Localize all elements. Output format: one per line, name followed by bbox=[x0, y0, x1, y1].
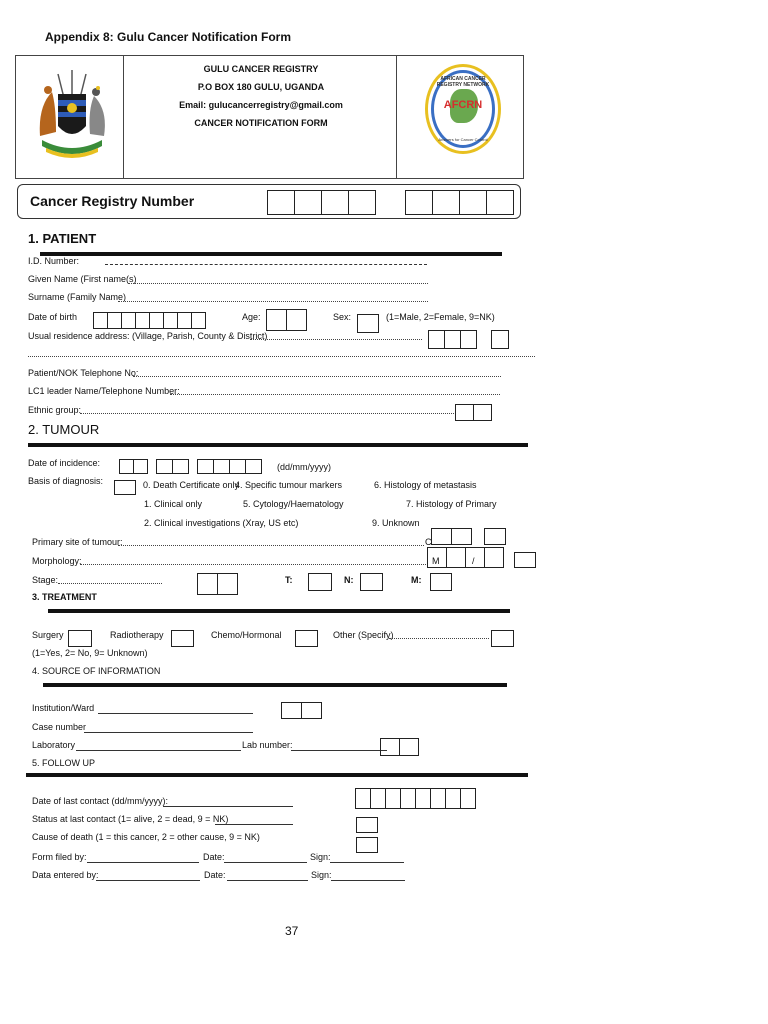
surname-field[interactable] bbox=[118, 301, 428, 302]
primary-site-field[interactable] bbox=[118, 545, 424, 546]
tumour-heading: 2. TUMOUR bbox=[28, 422, 100, 437]
cause-box[interactable] bbox=[356, 837, 378, 853]
institution-field[interactable] bbox=[98, 713, 253, 714]
other-label: Other (Specify) bbox=[333, 630, 394, 640]
t-label: T: bbox=[285, 575, 293, 585]
entered-date-label: Date: bbox=[204, 870, 226, 880]
coat-of-arms-cell bbox=[16, 56, 124, 178]
ethnic-label: Ethnic group: bbox=[28, 405, 82, 415]
source-heading: 4. SOURCE OF INFORMATION bbox=[32, 666, 161, 676]
section-divider bbox=[28, 443, 528, 447]
dob-label: Date of birth bbox=[28, 312, 78, 322]
basis-opt-6: 6. Histology of metastasis bbox=[374, 480, 477, 490]
morphology-boxes[interactable] bbox=[428, 547, 504, 568]
morphology-prefix: M bbox=[432, 556, 440, 566]
form-name: CANCER NOTIFICATION FORM bbox=[194, 118, 328, 128]
morphology-field[interactable] bbox=[80, 564, 428, 565]
section-divider bbox=[26, 773, 528, 777]
surgery-box[interactable] bbox=[68, 630, 92, 647]
basis-opt-4: 4. Specific tumour markers bbox=[235, 480, 343, 490]
sex-box[interactable] bbox=[357, 314, 379, 333]
morphology-behaviour-box[interactable] bbox=[514, 552, 536, 568]
incidence-year-boxes[interactable] bbox=[198, 459, 262, 474]
afcrn-logo-cell bbox=[396, 56, 523, 178]
section-divider bbox=[43, 683, 507, 687]
last-contact-field[interactable] bbox=[163, 806, 293, 807]
lc1-field[interactable] bbox=[170, 394, 500, 395]
basis-box[interactable] bbox=[114, 480, 136, 495]
filed-sign-label: Sign: bbox=[310, 852, 331, 862]
t-box[interactable] bbox=[308, 573, 332, 591]
morphology-slash: / bbox=[472, 556, 475, 566]
lab-number-label: Lab number: bbox=[242, 740, 293, 750]
chemo-label: Chemo/Hormonal bbox=[211, 630, 282, 640]
dob-boxes[interactable] bbox=[94, 312, 206, 329]
incidence-month-boxes[interactable] bbox=[157, 459, 189, 474]
given-name-field[interactable] bbox=[128, 283, 428, 284]
primary-site-boxes[interactable] bbox=[432, 528, 472, 545]
basis-label: Basis of diagnosis: bbox=[28, 476, 104, 486]
basis-opt-1: 1. Clinical only bbox=[144, 499, 203, 509]
entered-by-field[interactable] bbox=[96, 880, 200, 881]
treatment-heading: 3. TREATMENT bbox=[32, 592, 97, 602]
followup-heading: 5. FOLLOW UP bbox=[32, 758, 96, 768]
lab-number-boxes[interactable] bbox=[381, 738, 419, 756]
lab-number-field[interactable] bbox=[291, 750, 387, 751]
section-divider bbox=[40, 252, 502, 256]
date-format-hint: (dd/mm/yyyy) bbox=[277, 462, 331, 472]
age-label: Age: bbox=[242, 312, 261, 322]
n-label: N: bbox=[344, 575, 354, 585]
last-contact-boxes[interactable] bbox=[356, 788, 476, 809]
treatment-codes: (1=Yes, 2= No, 9= Unknown) bbox=[32, 648, 148, 658]
page-number: 37 bbox=[285, 924, 299, 938]
m-box[interactable] bbox=[430, 573, 452, 591]
ethnic-field[interactable] bbox=[80, 413, 456, 414]
registry-number-label: Cancer Registry Number bbox=[30, 193, 195, 209]
cause-label: Cause of death (1 = this cancer, 2 = other cause, 9 = NK) bbox=[32, 832, 260, 842]
m-label: M: bbox=[411, 575, 422, 585]
form-header bbox=[15, 55, 524, 179]
org-email: Email: gulucancerregistry@gmail.com bbox=[179, 100, 343, 110]
logo-text: AFCRN bbox=[443, 99, 483, 111]
filed-by-label: Form filed by: bbox=[32, 852, 87, 862]
entered-date-field[interactable] bbox=[227, 880, 308, 881]
sex-label: Sex: bbox=[333, 312, 352, 322]
appendix-title: Appendix 8: Gulu Cancer Notification Form bbox=[45, 30, 292, 44]
entered-by-label: Data entered by: bbox=[32, 870, 99, 880]
other-field[interactable] bbox=[389, 638, 489, 639]
residence-label: Usual residence address: (Village, Parish, County & District) bbox=[28, 331, 268, 341]
primary-site-prefix: C bbox=[425, 537, 432, 547]
basis-opt-2: 2. Clinical investigations (Xray, US etc) bbox=[144, 518, 299, 528]
id-number-field[interactable] bbox=[105, 264, 427, 265]
logo-ring-text: AFRICAN CANCER REGISTRY NETWORK bbox=[436, 76, 490, 88]
case-number-field[interactable] bbox=[84, 732, 253, 733]
residence-code-boxes[interactable] bbox=[429, 330, 477, 349]
residence-extra-box[interactable] bbox=[491, 330, 509, 349]
n-box[interactable] bbox=[360, 573, 383, 591]
filed-date-label: Date: bbox=[203, 852, 225, 862]
stage-boxes[interactable] bbox=[198, 573, 238, 595]
section-divider bbox=[48, 609, 510, 613]
entered-sign-field[interactable] bbox=[331, 880, 405, 881]
status-field[interactable] bbox=[215, 824, 293, 825]
incidence-label: Date of incidence: bbox=[28, 458, 101, 468]
institution-boxes[interactable] bbox=[282, 702, 322, 719]
filed-by-field[interactable] bbox=[87, 862, 199, 863]
entered-sign-label: Sign: bbox=[311, 870, 332, 880]
last-contact-label: Date of last contact (dd/mm/yyyy): bbox=[32, 796, 169, 806]
registry-number-boxes-2[interactable] bbox=[406, 190, 514, 215]
stage-label: Stage: bbox=[32, 575, 59, 585]
stage-field[interactable] bbox=[58, 583, 162, 584]
morphology-label: Morphology: bbox=[32, 556, 82, 566]
ethnic-boxes[interactable] bbox=[456, 404, 492, 421]
given-name-label: Given Name (First name(s) bbox=[28, 274, 137, 284]
radiotherapy-label: Radiotherapy bbox=[110, 630, 164, 640]
incidence-day-boxes[interactable] bbox=[120, 459, 148, 474]
org-address: P.O BOX 180 GULU, UGANDA bbox=[197, 82, 325, 92]
basis-opt-7: 7. Histology of Primary bbox=[406, 499, 497, 509]
registry-number-boxes-1[interactable] bbox=[268, 190, 376, 215]
basis-opt-5: 5. Cytology/Haematology bbox=[243, 499, 344, 509]
case-number-label: Case number bbox=[32, 722, 87, 732]
status-box[interactable] bbox=[356, 817, 378, 833]
chemo-box[interactable] bbox=[295, 630, 318, 647]
registry-number-panel bbox=[17, 184, 521, 219]
radiotherapy-box[interactable] bbox=[171, 630, 194, 647]
surname-label: Surname (Family Name) bbox=[28, 292, 127, 302]
surgery-label: Surgery bbox=[32, 630, 64, 640]
filed-date-field[interactable] bbox=[224, 862, 307, 863]
id-number-label: I.D. Number: bbox=[28, 256, 80, 266]
uganda-coat-of-arms-icon bbox=[32, 66, 112, 166]
header-text-block bbox=[124, 60, 398, 132]
residence-field[interactable] bbox=[250, 339, 422, 340]
other-box[interactable] bbox=[491, 630, 514, 647]
basis-opt-0: 0. Death Certificate only bbox=[143, 480, 240, 490]
logo-motto: Answers for Cancer Control bbox=[438, 137, 488, 142]
primary-site-label: Primary site of tumour: bbox=[32, 537, 123, 547]
filed-sign-field[interactable] bbox=[330, 862, 404, 863]
org-name: GULU CANCER REGISTRY bbox=[203, 64, 319, 74]
basis-opt-9: 9. Unknown bbox=[372, 518, 420, 528]
primary-site-extra-box[interactable] bbox=[484, 528, 506, 545]
telephone-field[interactable] bbox=[133, 376, 501, 377]
status-label: Status at last contact (1= alive, 2 = dead, 9 = NK) bbox=[32, 814, 229, 824]
institution-label: Institution/Ward bbox=[32, 703, 95, 713]
laboratory-field[interactable] bbox=[76, 750, 241, 751]
age-boxes[interactable] bbox=[267, 309, 307, 331]
lc1-label: LC1 leader Name/Telephone Number: bbox=[28, 386, 180, 396]
sex-codes: (1=Male, 2=Female, 9=NK) bbox=[386, 312, 495, 322]
afcrn-logo-icon bbox=[425, 64, 501, 154]
patient-heading: 1. PATIENT bbox=[28, 231, 97, 246]
telephone-label: Patient/NOK Telephone No: bbox=[28, 368, 139, 378]
laboratory-label: Laboratory bbox=[32, 740, 76, 750]
residence-field-line2[interactable] bbox=[28, 356, 535, 357]
